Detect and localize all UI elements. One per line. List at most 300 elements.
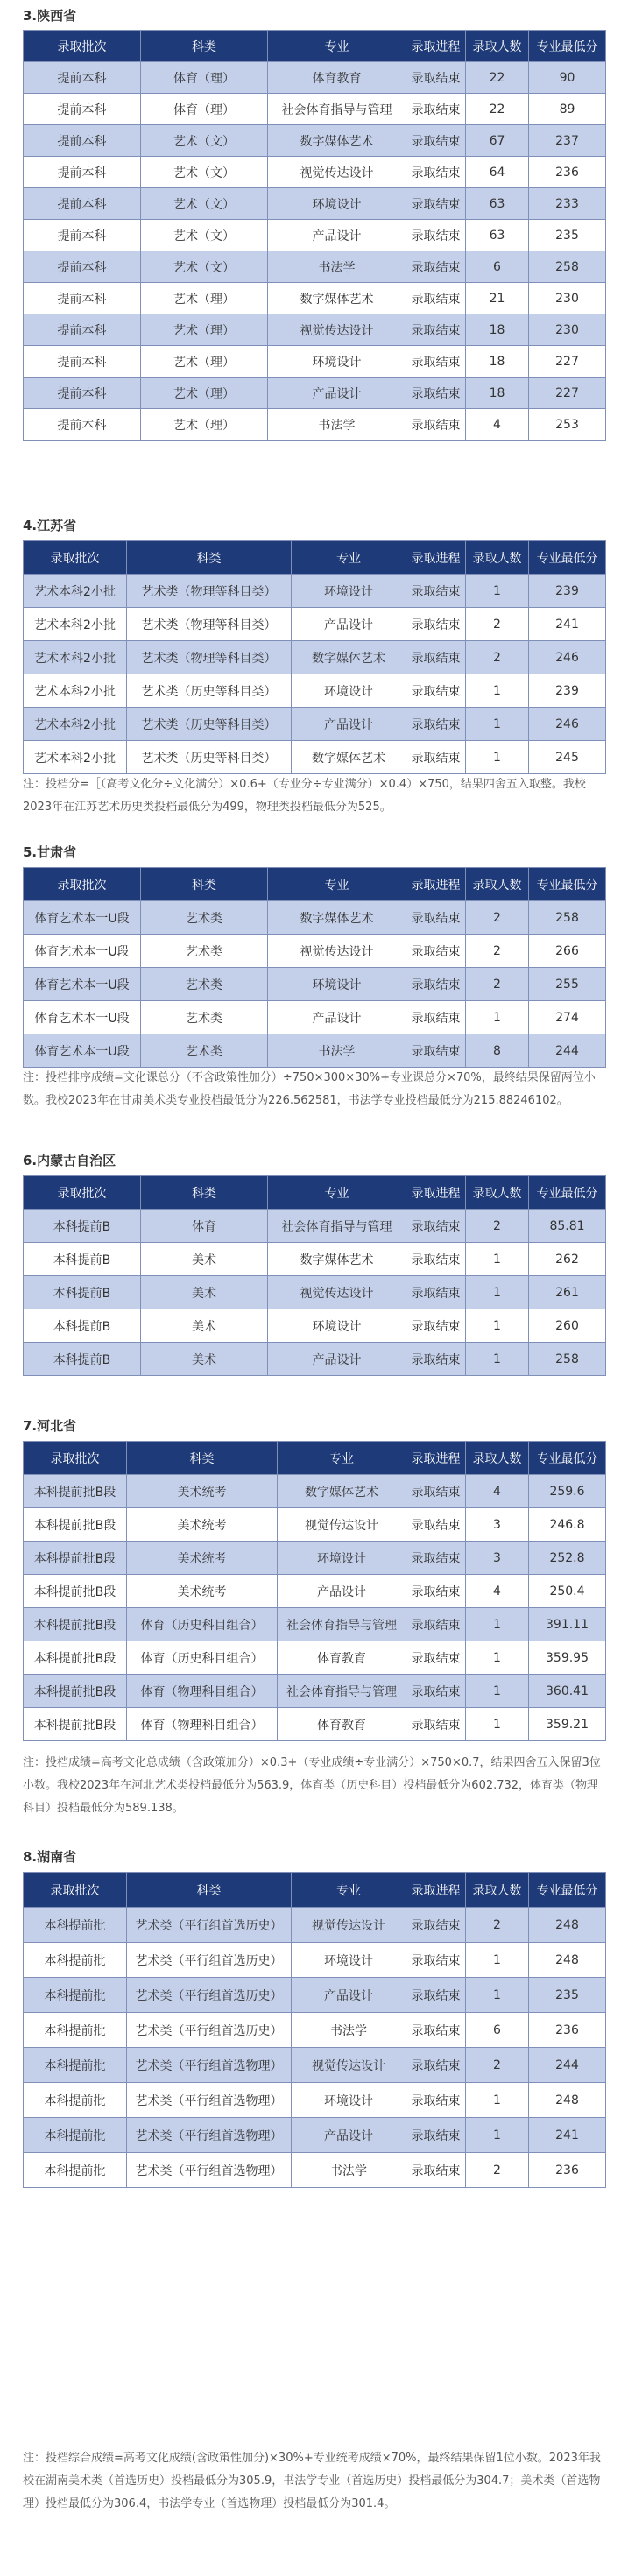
category-cell: 艺术类（平行组首选物理）	[127, 2153, 292, 2188]
major-cell: 环境设计	[292, 1943, 406, 1978]
major-cell: 体育教育	[278, 1641, 406, 1675]
major-cell: 环境设计	[292, 575, 406, 608]
column-header: 专业最低分	[529, 868, 606, 901]
table-row	[24, 1675, 606, 1708]
progress-cell: 录取结束	[406, 188, 466, 220]
batch-cell: 本科提前批	[24, 1978, 127, 2013]
batch-cell: 本科提前批B段	[24, 1475, 127, 1508]
category-cell: 艺术类（物理等科目类）	[127, 608, 292, 641]
progress-cell: 录取结束	[406, 1034, 466, 1068]
column-header: 专业最低分	[529, 31, 606, 62]
min-score-cell: 241	[529, 2118, 606, 2153]
progress-cell: 录取结束	[406, 1675, 466, 1708]
batch-cell: 体育艺术本一U段	[24, 1001, 141, 1034]
note-hebei: 注：投档成绩=高考文化总成绩（含政策加分）×0.3+（专业成绩÷专业满分）×750×0.7，结果四舍五入保留3位小数。我校2023年在河北艺术类投档最低分为563.9，体育类（历史科目）投档最低分为602.732，体育类（物理科目）投档最低分为589.138。	[23, 1756, 601, 1815]
batch-cell: 本科提前批B段	[24, 1608, 127, 1641]
major-cell: 体育教育	[278, 1708, 406, 1741]
column-header: 专业最低分	[529, 541, 606, 575]
column-header: 专业最低分	[529, 1176, 606, 1210]
min-score-cell: 266	[529, 935, 606, 968]
category-cell: 美术	[141, 1309, 268, 1343]
table-row	[24, 188, 606, 220]
major-cell: 视觉传达设计	[292, 1908, 406, 1943]
table-body	[24, 901, 606, 1068]
category-cell: 美术	[141, 1243, 268, 1276]
column-header: 录取批次	[24, 868, 141, 901]
table-row	[24, 1641, 606, 1675]
category-cell: 艺术类（平行组首选历史）	[127, 1978, 292, 2013]
batch-cell: 提前本科	[24, 283, 141, 314]
category-cell: 艺术类（平行组首选物理）	[127, 2048, 292, 2083]
batch-cell: 提前本科	[24, 94, 141, 125]
min-score-cell: 246	[529, 641, 606, 674]
batch-cell: 本科提前批B段	[24, 1641, 127, 1675]
min-score-cell: 261	[529, 1276, 606, 1309]
column-header: 科类	[127, 1873, 292, 1908]
table-row	[24, 346, 606, 378]
enrolled-count-cell: 1	[466, 1309, 529, 1343]
category-cell: 艺术（理）	[141, 378, 268, 409]
batch-cell: 本科提前批B段	[24, 1675, 127, 1708]
progress-cell: 录取结束	[406, 1542, 466, 1575]
admission-table-gansu	[23, 867, 606, 1068]
enrolled-count-cell: 4	[466, 1475, 529, 1508]
progress-cell: 录取结束	[406, 641, 466, 674]
batch-cell: 体育艺术本一U段	[24, 968, 141, 1001]
column-header: 录取人数	[466, 1176, 529, 1210]
table-row	[24, 575, 606, 608]
section-title-gansu: 5.甘肃省	[23, 844, 77, 860]
column-header: 科类	[141, 1176, 268, 1210]
column-header: 录取人数	[466, 31, 529, 62]
progress-cell: 录取结束	[406, 251, 466, 283]
table-header	[24, 868, 606, 901]
section-title-inner-mongolia: 6.内蒙古自治区	[23, 1153, 116, 1168]
enrolled-count-cell: 21	[466, 283, 529, 314]
category-cell: 艺术类（平行组首选历史）	[127, 1943, 292, 1978]
progress-cell: 录取结束	[406, 1908, 466, 1943]
major-cell: 社会体育指导与管理	[278, 1608, 406, 1641]
progress-cell: 录取结束	[406, 1508, 466, 1542]
major-cell: 数字媒体艺术	[268, 901, 406, 935]
category-cell: 美术	[141, 1343, 268, 1376]
progress-cell: 录取结束	[406, 1276, 466, 1309]
batch-cell: 本科提前批	[24, 2153, 127, 2188]
enrolled-count-cell: 8	[466, 1034, 529, 1068]
min-score-cell: 233	[529, 188, 606, 220]
column-header: 录取批次	[24, 1176, 141, 1210]
major-cell: 环境设计	[268, 188, 406, 220]
min-score-cell: 260	[529, 1309, 606, 1343]
table-row	[24, 1542, 606, 1575]
table-row	[24, 1343, 606, 1376]
note-hunan: 注：投档综合成绩=高考文化成绩(含政策性加分)×30%+专业统考成绩×70%，最终结果保留1位小数。2023年我校在湖南美术类（首选历史）投档最低分为305.9，书法学专业（首选历史）投档最低分为304.7；美术类（首选物理）投档最低分为306.4，书法学专业（首选物理）投档最低分为301.4。	[23, 2452, 601, 2510]
table-row	[24, 251, 606, 283]
enrolled-count-cell: 4	[466, 409, 529, 441]
column-header: 录取批次	[24, 31, 141, 62]
min-score-cell: 239	[529, 674, 606, 708]
table-row	[24, 2013, 606, 2048]
section-title-shaanxi: 3.陕西省	[23, 8, 77, 24]
enrolled-count-cell: 1	[466, 674, 529, 708]
column-header: 录取进程	[406, 541, 466, 575]
enrolled-count-cell: 2	[466, 2048, 529, 2083]
major-cell: 环境设计	[268, 1309, 406, 1343]
progress-cell: 录取结束	[406, 314, 466, 346]
category-cell: 艺术类（历史等科目类）	[127, 674, 292, 708]
batch-cell: 体育艺术本一U段	[24, 1034, 141, 1068]
section-title-jiangsu: 4.江苏省	[23, 518, 77, 533]
table-row	[24, 1508, 606, 1542]
batch-cell: 本科提前B	[24, 1210, 141, 1243]
major-cell: 产品设计	[292, 708, 406, 741]
progress-cell: 录取结束	[406, 575, 466, 608]
category-cell: 艺术类（平行组首选物理）	[127, 2083, 292, 2118]
enrolled-count-cell: 4	[466, 1575, 529, 1608]
column-header: 录取进程	[406, 868, 466, 901]
column-header: 录取人数	[466, 1873, 529, 1908]
progress-cell: 录取结束	[406, 674, 466, 708]
min-score-cell: 391.11	[529, 1608, 606, 1641]
major-cell: 书法学	[268, 1034, 406, 1068]
enrolled-count-cell: 67	[466, 125, 529, 157]
progress-cell: 录取结束	[406, 1001, 466, 1034]
enrolled-count-cell: 1	[466, 1943, 529, 1978]
column-header: 专业	[292, 541, 406, 575]
min-score-cell: 239	[529, 575, 606, 608]
progress-cell: 录取结束	[406, 1575, 466, 1608]
category-cell: 艺术（文）	[141, 251, 268, 283]
batch-cell: 艺术本科2小批	[24, 674, 127, 708]
enrolled-count-cell: 2	[466, 608, 529, 641]
enrolled-count-cell: 18	[466, 314, 529, 346]
table-row	[24, 125, 606, 157]
column-header: 专业	[268, 1176, 406, 1210]
table-row	[24, 1034, 606, 1068]
enrolled-count-cell: 1	[466, 708, 529, 741]
category-cell: 艺术（理）	[141, 409, 268, 441]
enrolled-count-cell: 2	[466, 1908, 529, 1943]
batch-cell: 本科提前B	[24, 1276, 141, 1309]
min-score-cell: 360.41	[529, 1675, 606, 1708]
progress-cell: 录取结束	[406, 608, 466, 641]
table-header	[24, 541, 606, 575]
progress-cell: 录取结束	[406, 708, 466, 741]
min-score-cell: 85.81	[529, 1210, 606, 1243]
table-row	[24, 409, 606, 441]
min-score-cell: 253	[529, 409, 606, 441]
category-cell: 美术统考	[127, 1542, 278, 1575]
column-header: 录取批次	[24, 1442, 127, 1475]
batch-cell: 本科提前批B段	[24, 1575, 127, 1608]
table-header	[24, 1176, 606, 1210]
category-cell: 美术统考	[127, 1508, 278, 1542]
table-row	[24, 283, 606, 314]
batch-cell: 本科提前批	[24, 1943, 127, 1978]
table-row	[24, 1243, 606, 1276]
batch-cell: 艺术本科2小批	[24, 575, 127, 608]
category-cell: 艺术类（平行组首选物理）	[127, 2118, 292, 2153]
enrolled-count-cell: 2	[466, 968, 529, 1001]
table-row	[24, 901, 606, 935]
column-header: 科类	[141, 868, 268, 901]
major-cell: 视觉传达设计	[278, 1508, 406, 1542]
progress-cell: 录取结束	[406, 62, 466, 94]
enrolled-count-cell: 1	[466, 2118, 529, 2153]
batch-cell: 艺术本科2小批	[24, 608, 127, 641]
table-row	[24, 157, 606, 188]
admission-table-jiangsu	[23, 540, 606, 774]
enrolled-count-cell: 2	[466, 901, 529, 935]
category-cell: 艺术（文）	[141, 125, 268, 157]
table-row	[24, 1210, 606, 1243]
min-score-cell: 244	[529, 1034, 606, 1068]
major-cell: 产品设计	[268, 1343, 406, 1376]
major-cell: 产品设计	[268, 1001, 406, 1034]
batch-cell: 体育艺术本一U段	[24, 935, 141, 968]
batch-cell: 提前本科	[24, 220, 141, 251]
category-cell: 艺术类（历史等科目类）	[127, 708, 292, 741]
major-cell: 视觉传达设计	[268, 935, 406, 968]
batch-cell: 提前本科	[24, 346, 141, 378]
table-row	[24, 708, 606, 741]
category-cell: 美术	[141, 1276, 268, 1309]
progress-cell: 录取结束	[406, 1475, 466, 1508]
min-score-cell: 359.95	[529, 1641, 606, 1675]
table-header	[24, 1442, 606, 1475]
batch-cell: 提前本科	[24, 251, 141, 283]
table-row	[24, 2153, 606, 2188]
min-score-cell: 236	[529, 157, 606, 188]
progress-cell: 录取结束	[406, 968, 466, 1001]
table-row	[24, 1908, 606, 1943]
min-score-cell: 246	[529, 708, 606, 741]
category-cell: 艺术类	[141, 901, 268, 935]
progress-cell: 录取结束	[406, 94, 466, 125]
section-title-hebei: 7.河北省	[23, 1418, 77, 1434]
enrolled-count-cell: 1	[466, 2083, 529, 2118]
progress-cell: 录取结束	[406, 2013, 466, 2048]
column-header: 录取批次	[24, 541, 127, 575]
column-header: 录取人数	[466, 1442, 529, 1475]
column-header: 录取人数	[466, 541, 529, 575]
table-body	[24, 1908, 606, 2188]
min-score-cell: 236	[529, 2153, 606, 2188]
admission-table-shaanxi	[23, 30, 606, 441]
min-score-cell: 274	[529, 1001, 606, 1034]
major-cell: 产品设计	[292, 608, 406, 641]
progress-cell: 录取结束	[406, 346, 466, 378]
min-score-cell: 248	[529, 1943, 606, 1978]
batch-cell: 本科提前批	[24, 1908, 127, 1943]
batch-cell: 体育艺术本一U段	[24, 901, 141, 935]
category-cell: 艺术（文）	[141, 220, 268, 251]
major-cell: 数字媒体艺术	[268, 283, 406, 314]
progress-cell: 录取结束	[406, 378, 466, 409]
enrolled-count-cell: 2	[466, 2153, 529, 2188]
enrolled-count-cell: 2	[466, 1210, 529, 1243]
category-cell: 艺术（理）	[141, 314, 268, 346]
progress-cell: 录取结束	[406, 741, 466, 774]
major-cell: 社会体育指导与管理	[268, 1210, 406, 1243]
category-cell: 体育（历史科目组合）	[127, 1641, 278, 1675]
major-cell: 环境设计	[268, 968, 406, 1001]
progress-cell: 录取结束	[406, 409, 466, 441]
table-row	[24, 94, 606, 125]
admission-table-hebei	[23, 1441, 606, 1741]
column-header: 录取批次	[24, 1873, 127, 1908]
enrolled-count-cell: 6	[466, 251, 529, 283]
category-cell: 艺术类	[141, 968, 268, 1001]
enrolled-count-cell: 1	[466, 1343, 529, 1376]
min-score-cell: 258	[529, 251, 606, 283]
min-score-cell: 237	[529, 125, 606, 157]
note-gansu: 注：投档排序成绩=文化课总分（不含政策性加分）÷750×300×30%+专业课总分×70%，最终结果保留两位小数。我校2023年在甘肃美术类专业投档最低分为226.562581，书法学专业投档最低分为215.88246102。	[23, 1071, 596, 1107]
progress-cell: 录取结束	[406, 1641, 466, 1675]
category-cell: 体育（理）	[141, 62, 268, 94]
enrolled-count-cell: 63	[466, 220, 529, 251]
table-body	[24, 1475, 606, 1741]
progress-cell: 录取结束	[406, 1708, 466, 1741]
table-row	[24, 608, 606, 641]
category-cell: 美术统考	[127, 1475, 278, 1508]
category-cell: 艺术（文）	[141, 157, 268, 188]
major-cell: 环境设计	[268, 346, 406, 378]
progress-cell: 录取结束	[406, 125, 466, 157]
min-score-cell: 241	[529, 608, 606, 641]
min-score-cell: 245	[529, 741, 606, 774]
min-score-cell: 248	[529, 2083, 606, 2118]
enrolled-count-cell: 1	[466, 1001, 529, 1034]
batch-cell: 本科提前批B段	[24, 1542, 127, 1575]
min-score-cell: 258	[529, 901, 606, 935]
major-cell: 书法学	[292, 2013, 406, 2048]
table-body	[24, 575, 606, 774]
major-cell: 数字媒体艺术	[278, 1475, 406, 1508]
column-header: 专业	[292, 1873, 406, 1908]
column-header: 科类	[127, 1442, 278, 1475]
enrolled-count-cell: 3	[466, 1508, 529, 1542]
major-cell: 书法学	[268, 251, 406, 283]
column-header: 专业最低分	[529, 1873, 606, 1908]
batch-cell: 本科提前B	[24, 1309, 141, 1343]
progress-cell: 录取结束	[406, 1978, 466, 2013]
table-row	[24, 1575, 606, 1608]
major-cell: 书法学	[268, 409, 406, 441]
column-header: 专业	[278, 1442, 406, 1475]
progress-cell: 录取结束	[406, 220, 466, 251]
progress-cell: 录取结束	[406, 935, 466, 968]
major-cell: 产品设计	[268, 378, 406, 409]
table-row	[24, 1978, 606, 2013]
table-row	[24, 1276, 606, 1309]
batch-cell: 提前本科	[24, 314, 141, 346]
table-row	[24, 1309, 606, 1343]
min-score-cell: 258	[529, 1343, 606, 1376]
enrolled-count-cell: 1	[466, 1641, 529, 1675]
min-score-cell: 235	[529, 220, 606, 251]
table-header	[24, 31, 606, 62]
column-header: 录取进程	[406, 31, 466, 62]
major-cell: 视觉传达设计	[268, 1276, 406, 1309]
enrolled-count-cell: 1	[466, 741, 529, 774]
table-row	[24, 2048, 606, 2083]
enrolled-count-cell: 22	[466, 94, 529, 125]
column-header: 录取进程	[406, 1442, 466, 1475]
batch-cell: 本科提前批	[24, 2083, 127, 2118]
batch-cell: 提前本科	[24, 125, 141, 157]
major-cell: 体育教育	[268, 62, 406, 94]
min-score-cell: 235	[529, 1978, 606, 2013]
progress-cell: 录取结束	[406, 901, 466, 935]
major-cell: 产品设计	[292, 2118, 406, 2153]
enrolled-count-cell: 1	[466, 1708, 529, 1741]
batch-cell: 本科提前批B段	[24, 1708, 127, 1741]
category-cell: 艺术类（物理等科目类）	[127, 575, 292, 608]
enrolled-count-cell: 18	[466, 378, 529, 409]
batch-cell: 提前本科	[24, 409, 141, 441]
batch-cell: 提前本科	[24, 188, 141, 220]
table-row	[24, 1001, 606, 1034]
major-cell: 数字媒体艺术	[268, 1243, 406, 1276]
min-score-cell: 248	[529, 1908, 606, 1943]
enrolled-count-cell: 18	[466, 346, 529, 378]
table-row	[24, 935, 606, 968]
enrolled-count-cell: 6	[466, 2013, 529, 2048]
table-row	[24, 62, 606, 94]
progress-cell: 录取结束	[406, 1943, 466, 1978]
category-cell: 体育（理）	[141, 94, 268, 125]
batch-cell: 本科提前批	[24, 2118, 127, 2153]
batch-cell: 艺术本科2小批	[24, 741, 127, 774]
category-cell: 美术统考	[127, 1575, 278, 1608]
batch-cell: 提前本科	[24, 378, 141, 409]
category-cell: 体育	[141, 1210, 268, 1243]
table-row	[24, 968, 606, 1001]
category-cell: 艺术类（平行组首选历史）	[127, 2013, 292, 2048]
admission-table-hunan	[23, 1872, 606, 2188]
major-cell: 环境设计	[278, 1542, 406, 1575]
major-cell: 视觉传达设计	[268, 314, 406, 346]
min-score-cell: 255	[529, 968, 606, 1001]
progress-cell: 录取结束	[406, 157, 466, 188]
progress-cell: 录取结束	[406, 1210, 466, 1243]
category-cell: 艺术（理）	[141, 283, 268, 314]
min-score-cell: 230	[529, 283, 606, 314]
major-cell: 环境设计	[292, 674, 406, 708]
enrolled-count-cell: 2	[466, 935, 529, 968]
section-title-hunan: 8.湖南省	[23, 1849, 77, 1865]
column-header: 录取人数	[466, 868, 529, 901]
table-row	[24, 741, 606, 774]
major-cell: 视觉传达设计	[268, 157, 406, 188]
progress-cell: 录取结束	[406, 2153, 466, 2188]
progress-cell: 录取结束	[406, 2118, 466, 2153]
batch-cell: 本科提前批B段	[24, 1508, 127, 1542]
batch-cell: 本科提前批	[24, 2048, 127, 2083]
enrolled-count-cell: 1	[466, 1675, 529, 1708]
progress-cell: 录取结束	[406, 1243, 466, 1276]
enrolled-count-cell: 3	[466, 1542, 529, 1575]
min-score-cell: 250.4	[529, 1575, 606, 1608]
batch-cell: 本科提前批	[24, 2013, 127, 2048]
table-row	[24, 2083, 606, 2118]
category-cell: 艺术类（物理等科目类）	[127, 641, 292, 674]
min-score-cell: 244	[529, 2048, 606, 2083]
category-cell: 体育（物理科目组合）	[127, 1675, 278, 1708]
major-cell: 书法学	[292, 2153, 406, 2188]
admission-table-inner-mongolia	[23, 1175, 606, 1376]
